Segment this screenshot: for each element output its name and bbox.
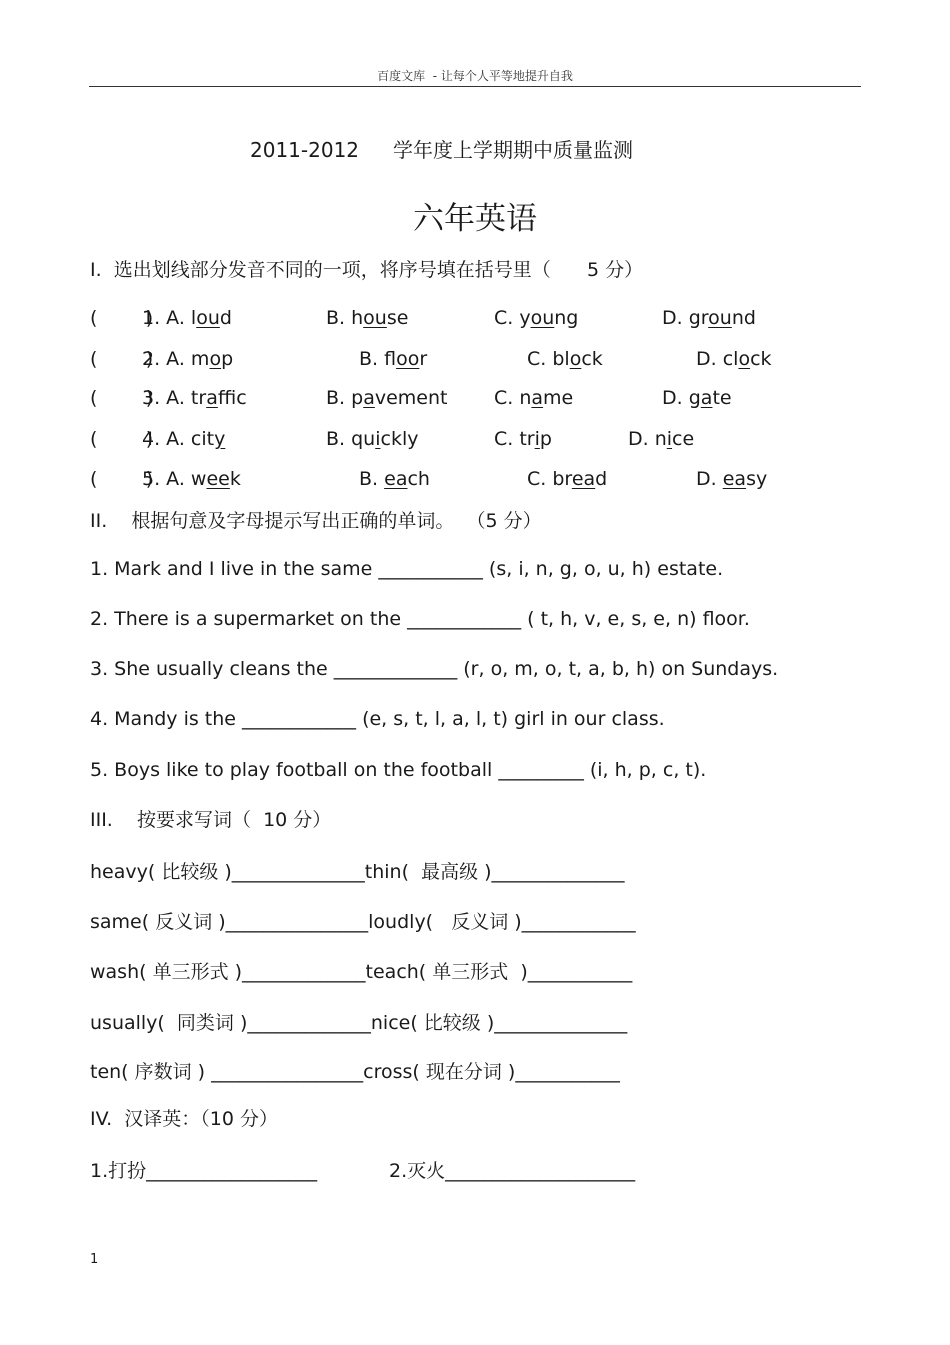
answer-paren: ( ) [90, 428, 154, 450]
option-d: D. nice [628, 428, 695, 450]
answer-paren: ( ) [90, 348, 154, 370]
option-c: C. trip [494, 428, 552, 450]
answer-paren: ( ) [90, 468, 154, 490]
fill-item: 1. Mark and I live in the same ___________ (s, i, n, g, o, u, h) estate. [90, 558, 724, 580]
exam-title [250, 134, 633, 163]
exam-subject: 六年英语 [413, 201, 537, 237]
option-b: B. quickly [326, 428, 419, 450]
exam-years: 2011-2012 [250, 138, 360, 162]
fill-item: 3. She usually cleans the _____________ (r, o, m, o, t, a, b, h) on Sundays. [90, 658, 779, 680]
word-form-row: usually( 同类词 )_____________nice( 比较级 )______________ [90, 1012, 628, 1034]
fill-item: 4. Mandy is the ____________ (e, s, t, l, a, l, t) girl in our class. [90, 708, 665, 730]
section-1-heading: I. 选出划线部分发音不同的一项，将序号填在括号里（ 5 分） [90, 259, 644, 281]
option-c: C. bread [527, 468, 608, 490]
page-number: 1 [90, 1252, 99, 1267]
option-b: B. house [326, 307, 409, 329]
header-rule [89, 86, 861, 87]
word-form-row: wash( 单三形式 )_____________teach( 单三形式 )___________ [90, 961, 633, 983]
fill-item: 5. Boys like to play football on the football _________ (i, h, p, c, t). [90, 759, 707, 781]
option-b: B. floor [359, 348, 434, 370]
option-b: B. pavement [326, 387, 448, 409]
option-d: D. gate [662, 387, 732, 409]
answer-paren: ( ) [90, 387, 154, 409]
section-4-heading: IV. 汉译英：（10 分） [90, 1108, 278, 1130]
word-form-row: same( 反义词 )_______________loudly( 反义词 )____________ [90, 911, 636, 933]
exam-term: 学年度上学期期中质量监测 [393, 138, 634, 162]
option-c: C. young [494, 307, 579, 329]
option-a: 3. A. traffic [142, 387, 247, 409]
option-b: B. each [359, 468, 430, 490]
option-c: C. name [494, 387, 574, 409]
option-a: 4. A. city [142, 428, 226, 450]
option-d: D. ground [662, 307, 756, 329]
option-a: 2. A. mop [142, 348, 234, 370]
word-form-row: heavy( 比较级 )______________thin( 最高级 )______________ [90, 861, 625, 883]
fill-item: 2. There is a supermarket on the ____________ ( t, h, v, e, s, e, n) floor. [90, 608, 750, 630]
option-c: C. block [527, 348, 603, 370]
option-d: D. easy [696, 468, 768, 490]
translate-item: 2.灭火____________________ [389, 1160, 636, 1182]
option-d: D. clock [696, 348, 772, 370]
translate-item: 1.打扮__________________ [90, 1160, 318, 1182]
option-a: 1. A. loud [142, 307, 232, 329]
option-a: 5. A. week [142, 468, 241, 490]
page-header: 百度文库 - 让每个人平等地提升自我 [377, 69, 573, 83]
section-3-heading: III. 按要求写词（ 10 分） [90, 809, 332, 831]
word-form-row: ten( 序数词 ) ________________cross( 现在分词 )___________ [90, 1061, 620, 1083]
section-2-heading: II. 根据句意及字母提示写出正确的单词。 （5 分） [90, 510, 542, 532]
answer-paren: ( ) [90, 307, 154, 329]
